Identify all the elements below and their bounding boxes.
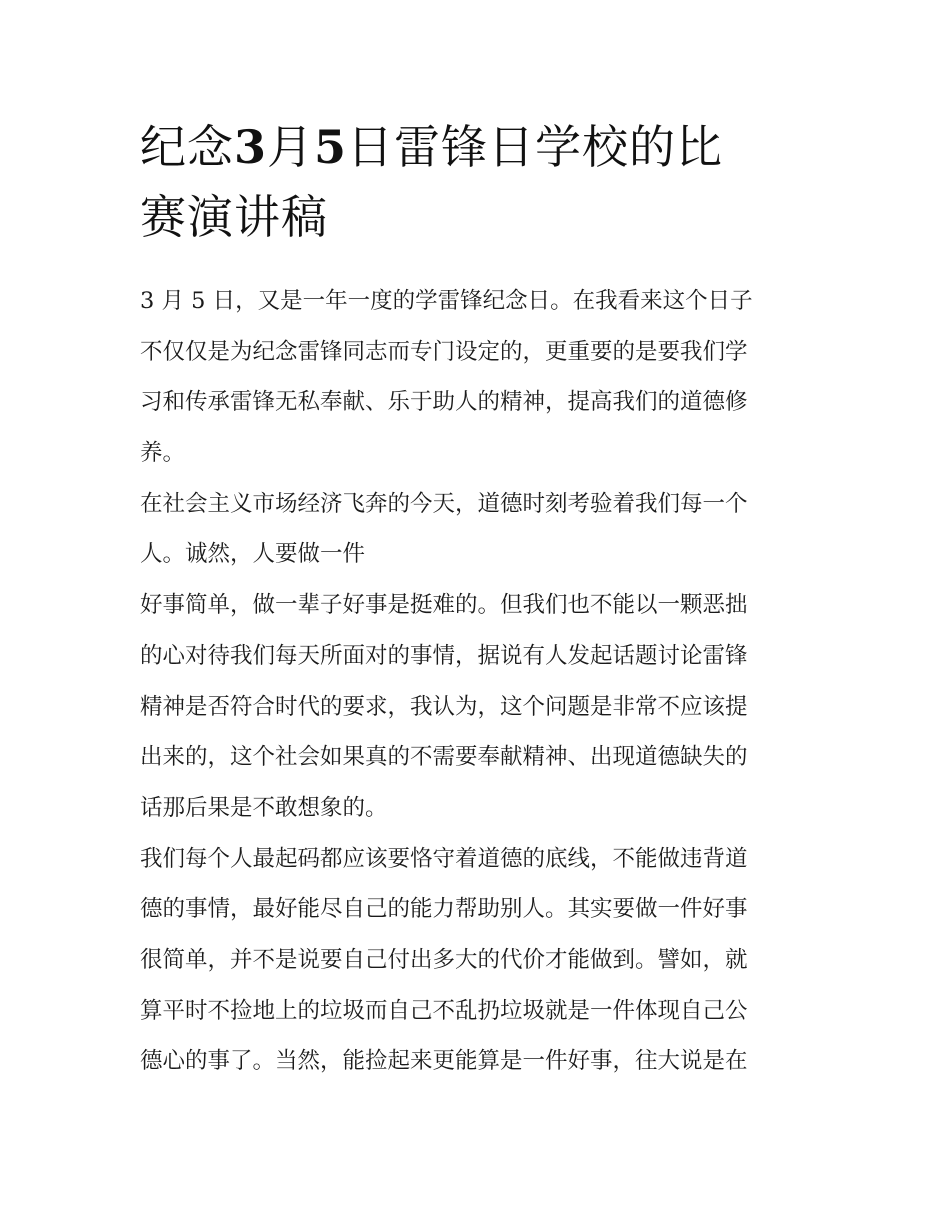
- body-line: 3 月 5 日，又是一年一度的学雷锋纪念日。在我看来这个日子: [140, 288, 753, 314]
- body-line: 好事简单，做一辈子好事是挺难的。但我们也不能以一颗恶拙: [140, 592, 748, 619]
- body-line: 我们每个人最起码都应该要恪守着道德的底线，不能做违背道: [140, 845, 748, 872]
- title-line-2: 赛演讲稿: [140, 190, 328, 244]
- title-text: 日雷锋日学校的比: [347, 120, 724, 174]
- body-line: 德的事情，最好能尽自己的能力帮助别人。其实要做一件好事: [140, 896, 748, 923]
- title-number: 5: [314, 120, 348, 174]
- body-line: 话那后果是不敢想象的。: [140, 794, 388, 821]
- body-line: 的心对待我们每天所面对的事情，据说有人发起话题讨论雷锋: [140, 642, 748, 669]
- body-line: 德心的事了。当然，能捡起来更能算是一件好事，往大说是在: [140, 1048, 748, 1075]
- title-text: 纪念: [140, 120, 234, 174]
- body-line: 很简单，并不是说要自己付出多大的代价才能做到。譬如，就: [140, 946, 748, 973]
- body-line: 养。: [140, 440, 186, 467]
- body-line: 出来的，这个社会如果真的不需要奉献精神、出现道德缺失的: [140, 744, 748, 771]
- body-line: 习和传承雷锋无私奉献、乐于助人的精神，提高我们的道德修: [140, 389, 748, 416]
- title-number: 3: [234, 120, 268, 174]
- body-line: 精神是否符合时代的要求，我认为，这个问题是非常不应该提: [140, 693, 748, 720]
- body-line: 不仅仅是为纪念雷锋同志而专门设定的，更重要的是要我们学: [140, 338, 748, 365]
- document-body: [140, 276, 820, 1087]
- title-text: 月: [267, 120, 315, 174]
- body-line: 人。诚然，人要做一件: [140, 541, 366, 568]
- body-line: 算平时不捡地上的垃圾而自己不乱扔垃圾就是一件体现自己公: [140, 997, 748, 1024]
- body-line: 在社会主义市场经济飞奔的今天，道德时刻考验着我们每一个: [140, 490, 748, 517]
- document-title: [140, 112, 820, 252]
- title-line-1: [140, 112, 820, 182]
